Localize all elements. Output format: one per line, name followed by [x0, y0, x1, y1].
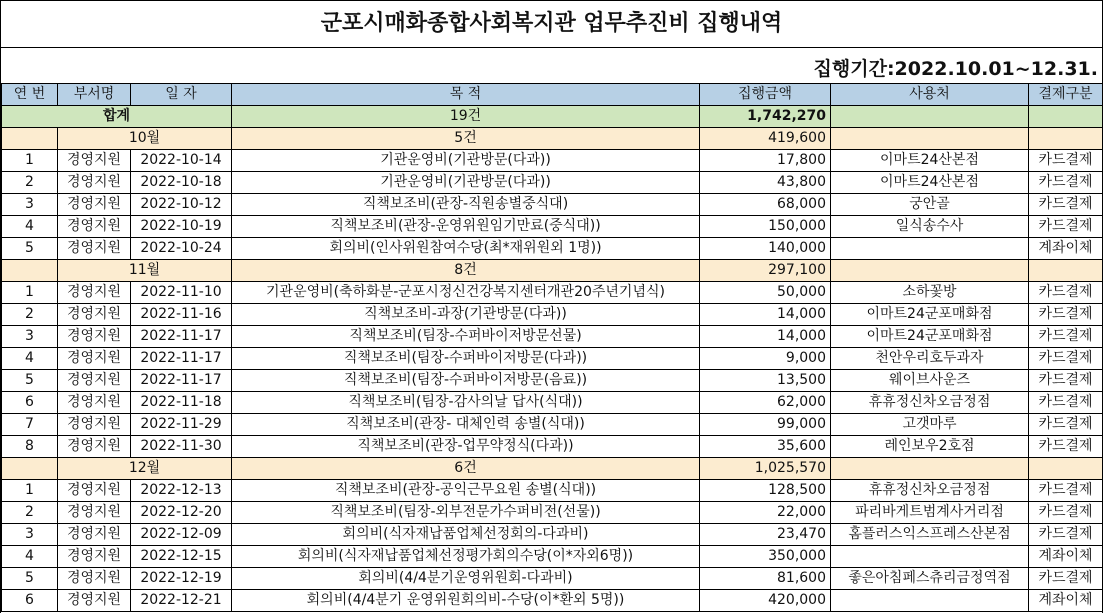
table-row: [2, 194, 1103, 216]
row-place: 파리바게트범계사거리점: [831, 502, 1029, 524]
row-date: 2022-12-20: [131, 502, 232, 524]
row-payment: 카드결제: [1029, 370, 1103, 392]
row-payment: 카드결제: [1029, 502, 1103, 524]
row-date: 2022-12-21: [131, 590, 232, 612]
total-label: 합계: [2, 106, 232, 128]
row-dept: 경영지원: [58, 304, 131, 326]
total-place: [831, 106, 1029, 128]
header-amount: 집행금액: [700, 84, 831, 106]
row-purpose: 회의비(식자재납품업체선정회의-다과비): [232, 524, 700, 546]
row-date: 2022-11-17: [131, 370, 232, 392]
table-row: [2, 150, 1103, 172]
row-amount: 13,500: [700, 370, 831, 392]
row-purpose: 직책보조비(관장-직원송별중식대): [232, 194, 700, 216]
month-subtotal-row: [2, 260, 1103, 282]
month-subtotal-row: [2, 458, 1103, 480]
row-dept: 경영지원: [58, 150, 131, 172]
header-purpose: 목 적: [232, 84, 700, 106]
row-amount: 17,800: [700, 150, 831, 172]
table-row: [2, 282, 1103, 304]
table-row: [2, 524, 1103, 546]
row-amount: 81,600: [700, 568, 831, 590]
row-date: 2022-11-18: [131, 392, 232, 414]
row-place: 휴휴정신차오금정점: [831, 392, 1029, 414]
row-dept: 경영지원: [58, 326, 131, 348]
row-purpose: 회의비(인사위원참여수당(최*재위원외 1명)): [232, 238, 700, 260]
month-blank: [2, 128, 58, 150]
row-purpose: 직책보조비-과장(기관방문(다과)): [232, 304, 700, 326]
row-dept: 경영지원: [58, 216, 131, 238]
row-no: 6: [2, 590, 58, 612]
row-no: 1: [2, 480, 58, 502]
total-row: [2, 106, 1103, 128]
month-payment: [1029, 260, 1103, 282]
row-dept: 경영지원: [58, 590, 131, 612]
row-no: 5: [2, 238, 58, 260]
row-amount: 43,800: [700, 172, 831, 194]
row-payment: 카드결제: [1029, 524, 1103, 546]
row-place: 레인보우2호점: [831, 436, 1029, 458]
row-payment: 계좌이체: [1029, 238, 1103, 260]
month-label: 12월: [58, 458, 232, 480]
month-payment: [1029, 458, 1103, 480]
month-subtotal-row: [2, 128, 1103, 150]
row-dept: 경영지원: [58, 568, 131, 590]
row-purpose: 직책보조비(팀장-감사의날 답사(식대)): [232, 392, 700, 414]
row-amount: 350,000: [700, 546, 831, 568]
month-label: 11월: [58, 260, 232, 282]
month-payment: [1029, 128, 1103, 150]
row-place: 이마트24군포매화점: [831, 304, 1029, 326]
row-payment: 계좌이체: [1029, 590, 1103, 612]
row-place: 소하꽃방: [831, 282, 1029, 304]
row-payment: 카드결제: [1029, 326, 1103, 348]
row-payment: 카드결제: [1029, 172, 1103, 194]
row-place: 휴휴정신차오금정점: [831, 480, 1029, 502]
row-amount: 128,500: [700, 480, 831, 502]
expense-table: [1, 83, 1103, 612]
row-amount: 9,000: [700, 348, 831, 370]
row-place: 좋은아침페스츄리금정역점: [831, 568, 1029, 590]
header-place: 사용처: [831, 84, 1029, 106]
header-row: [2, 84, 1103, 106]
month-blank: [2, 260, 58, 282]
row-payment: 카드결제: [1029, 480, 1103, 502]
row-no: 2: [2, 172, 58, 194]
row-amount: 150,000: [700, 216, 831, 238]
row-no: 8: [2, 436, 58, 458]
header-dept: 부서명: [58, 84, 131, 106]
table-row: [2, 414, 1103, 436]
month-label: 10월: [58, 128, 232, 150]
row-dept: 경영지원: [58, 414, 131, 436]
row-place: 일식송수사: [831, 216, 1029, 238]
row-purpose: 직책보조비(관장-공익근무요원 송별(식대)): [232, 480, 700, 502]
page-title: 군포시매화종합사회복지관 업무추진비 집행내역: [1, 0, 1102, 48]
row-payment: 카드결제: [1029, 348, 1103, 370]
row-date: 2022-11-29: [131, 414, 232, 436]
row-date: 2022-12-15: [131, 546, 232, 568]
month-count: 8건: [232, 260, 700, 282]
row-payment: 카드결제: [1029, 414, 1103, 436]
row-place: 이마트24산본점: [831, 150, 1029, 172]
header-no: 연 번: [2, 84, 58, 106]
table-row: [2, 436, 1103, 458]
row-no: 4: [2, 546, 58, 568]
row-purpose: 기관운영비(기관방문(다과)): [232, 150, 700, 172]
month-blank: [2, 458, 58, 480]
row-date: 2022-10-12: [131, 194, 232, 216]
row-purpose: 직책보조비(팀장-외부전문가수퍼비전(선물)): [232, 502, 700, 524]
row-date: 2022-11-10: [131, 282, 232, 304]
row-purpose: 회의비(식자재납품업체선정평가회의수당(이*자외6명)): [232, 546, 700, 568]
execution-period: 집행기간:2022.10.01~12.31.: [813, 58, 1098, 80]
total-count: 19건: [232, 106, 700, 128]
row-date: 2022-10-18: [131, 172, 232, 194]
row-place: [831, 238, 1029, 260]
row-date: 2022-11-17: [131, 348, 232, 370]
row-place: 홈플러스익스프레스산본점: [831, 524, 1029, 546]
row-place: 웨이브사운즈: [831, 370, 1029, 392]
row-dept: 경영지원: [58, 546, 131, 568]
row-dept: 경영지원: [58, 370, 131, 392]
row-purpose: 직책보조비(관장- 대체인력 송별(식대)): [232, 414, 700, 436]
row-no: 2: [2, 304, 58, 326]
row-date: 2022-10-14: [131, 150, 232, 172]
row-no: 3: [2, 524, 58, 546]
table-row: [2, 216, 1103, 238]
table-row: [2, 546, 1103, 568]
row-dept: 경영지원: [58, 282, 131, 304]
row-amount: 14,000: [700, 304, 831, 326]
row-dept: 경영지원: [58, 172, 131, 194]
row-payment: 카드결제: [1029, 150, 1103, 172]
row-date: 2022-11-30: [131, 436, 232, 458]
row-no: 3: [2, 326, 58, 348]
row-purpose: 직책보조비(관장-업무약정식(다과)): [232, 436, 700, 458]
row-place: 이마트24산본점: [831, 172, 1029, 194]
table-row: [2, 348, 1103, 370]
row-amount: 99,000: [700, 414, 831, 436]
row-no: 7: [2, 414, 58, 436]
month-place: [831, 458, 1029, 480]
table-row: [2, 590, 1103, 612]
row-date: 2022-12-19: [131, 568, 232, 590]
table-row: [2, 480, 1103, 502]
row-no: 1: [2, 282, 58, 304]
table-row: [2, 238, 1103, 260]
month-place: [831, 260, 1029, 282]
row-purpose: 기관운영비(기관방문(다과)): [232, 172, 700, 194]
row-date: 2022-10-24: [131, 238, 232, 260]
total-amount: 1,742,270: [700, 106, 831, 128]
table-row: [2, 568, 1103, 590]
row-payment: 카드결제: [1029, 436, 1103, 458]
row-dept: 경영지원: [58, 392, 131, 414]
table-row: [2, 392, 1103, 414]
row-date: 2022-11-16: [131, 304, 232, 326]
row-no: 6: [2, 392, 58, 414]
row-purpose: 직책보조비(팀장-수퍼바이저방문(다과)): [232, 348, 700, 370]
row-purpose: 직책보조비(팀장-수퍼바이저방문(음료)): [232, 370, 700, 392]
row-dept: 경영지원: [58, 524, 131, 546]
table-row: [2, 326, 1103, 348]
header-payment: 결제구분: [1029, 84, 1103, 106]
row-no: 1: [2, 150, 58, 172]
row-payment: 카드결제: [1029, 216, 1103, 238]
row-dept: 경영지원: [58, 194, 131, 216]
row-dept: 경영지원: [58, 480, 131, 502]
row-purpose: 기관운영비(축하화분-군포시정신건강복지센터개관20주년기념식): [232, 282, 700, 304]
row-purpose: 회의비(4/4분기운영위원회-다과비): [232, 568, 700, 590]
header-date: 일 자: [131, 84, 232, 106]
month-amount: 419,600: [700, 128, 831, 150]
row-date: 2022-11-17: [131, 326, 232, 348]
row-dept: 경영지원: [58, 436, 131, 458]
row-purpose: 직책보조비(팀장-수퍼바이저방문선물): [232, 326, 700, 348]
table-row: [2, 304, 1103, 326]
row-payment: 카드결제: [1029, 568, 1103, 590]
row-payment: 계좌이체: [1029, 546, 1103, 568]
row-place: 이마트24군포매화점: [831, 326, 1029, 348]
row-place: [831, 546, 1029, 568]
row-dept: 경영지원: [58, 502, 131, 524]
row-payment: 카드결제: [1029, 304, 1103, 326]
month-amount: 1,025,570: [700, 458, 831, 480]
total-payment: [1029, 106, 1103, 128]
row-payment: 카드결제: [1029, 194, 1103, 216]
row-amount: 140,000: [700, 238, 831, 260]
row-payment: 카드결제: [1029, 282, 1103, 304]
table-row: [2, 502, 1103, 524]
row-payment: 카드결제: [1029, 392, 1103, 414]
table-row: [2, 172, 1103, 194]
table-row: [2, 370, 1103, 392]
month-count: 5건: [232, 128, 700, 150]
row-amount: 23,470: [700, 524, 831, 546]
row-amount: 22,000: [700, 502, 831, 524]
month-amount: 297,100: [700, 260, 831, 282]
row-purpose: 직책보조비(관장-운영위원임기만료(중식대)): [232, 216, 700, 238]
row-amount: 14,000: [700, 326, 831, 348]
row-dept: 경영지원: [58, 238, 131, 260]
row-place: 궁안골: [831, 194, 1029, 216]
row-place: 천안우리호두과자: [831, 348, 1029, 370]
row-dept: 경영지원: [58, 348, 131, 370]
row-no: 3: [2, 194, 58, 216]
row-amount: 68,000: [700, 194, 831, 216]
row-amount: 50,000: [700, 282, 831, 304]
month-place: [831, 128, 1029, 150]
row-no: 4: [2, 216, 58, 238]
row-amount: 62,000: [700, 392, 831, 414]
row-no: 2: [2, 502, 58, 524]
row-purpose: 회의비(4/4분기 운영위원회의비-수당(이*환외 5명)): [232, 590, 700, 612]
row-amount: 35,600: [700, 436, 831, 458]
row-no: 5: [2, 568, 58, 590]
month-count: 6건: [232, 458, 700, 480]
row-no: 4: [2, 348, 58, 370]
row-amount: 420,000: [700, 590, 831, 612]
row-date: 2022-10-19: [131, 216, 232, 238]
row-date: 2022-12-09: [131, 524, 232, 546]
row-place: [831, 590, 1029, 612]
row-place: 고갯마루: [831, 414, 1029, 436]
row-date: 2022-12-13: [131, 480, 232, 502]
row-no: 5: [2, 370, 58, 392]
